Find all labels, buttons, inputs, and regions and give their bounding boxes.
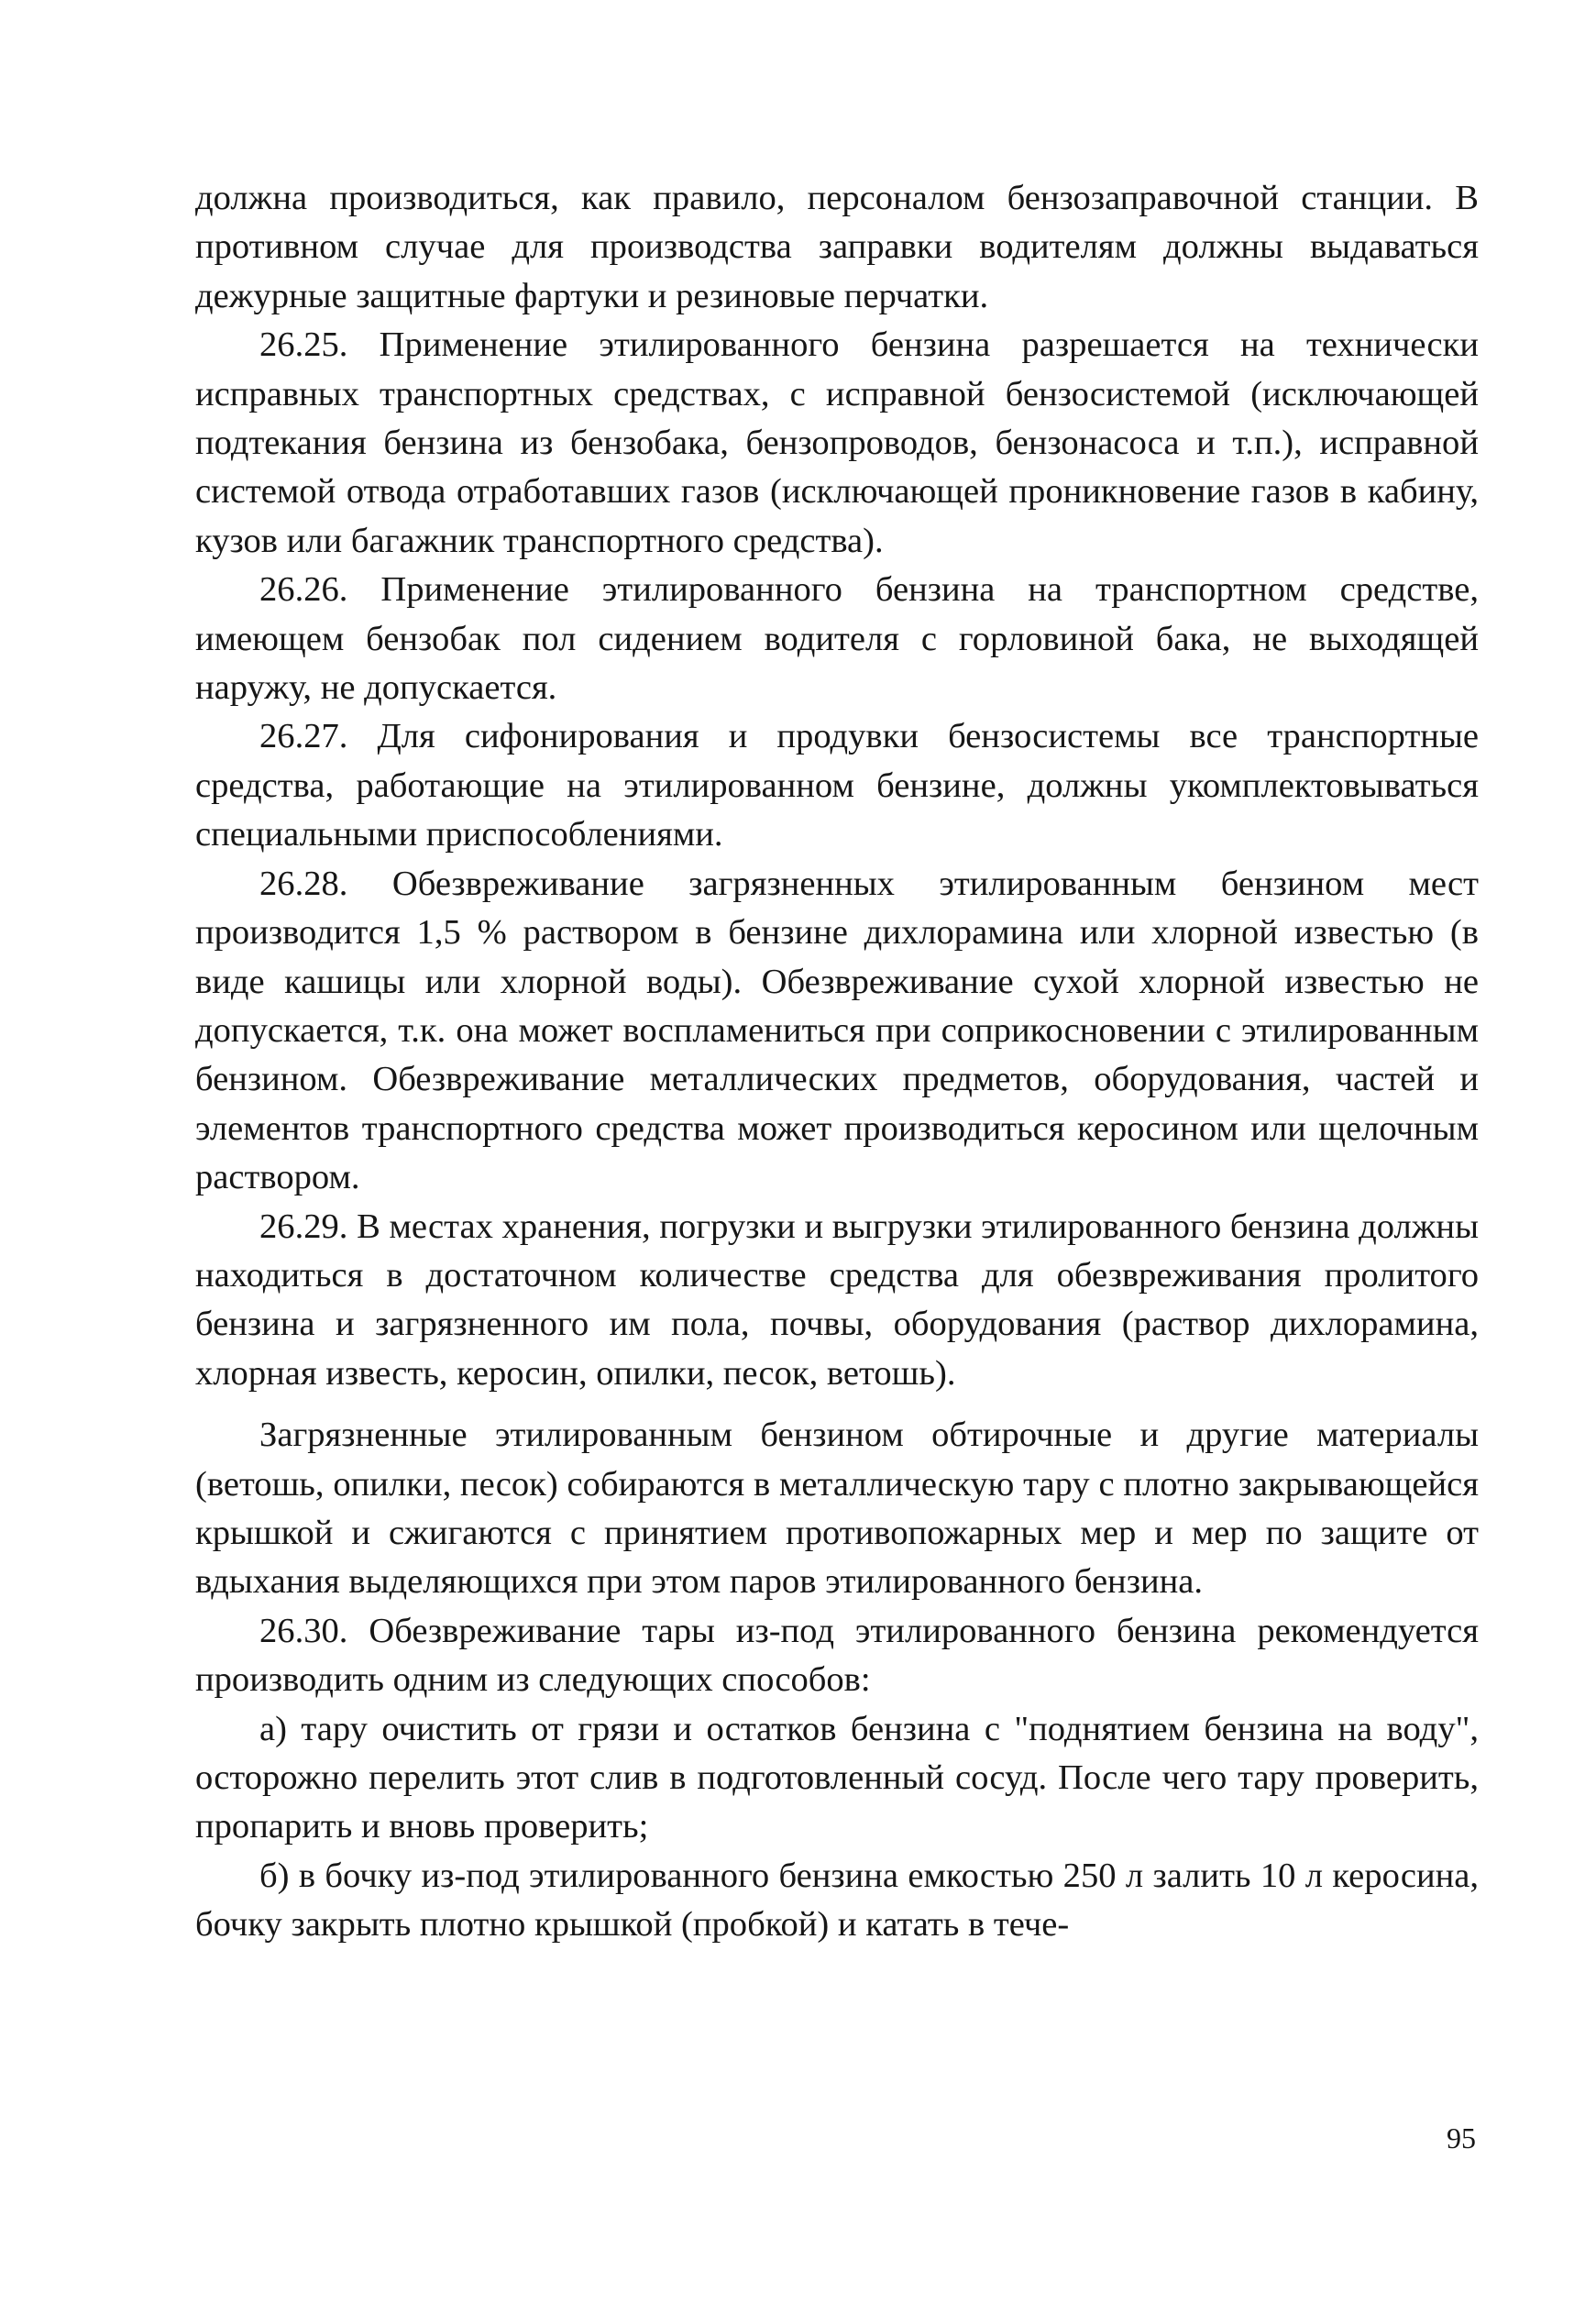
paragraph-26-26: 26.26. Применение этилированного бензина на транспортном средстве, имеющем бензобак пол сидением водителя с горловиной бака, не выходящей наружу, не допускается. [195, 570, 1479, 708]
page-number: 95 [1447, 2121, 1476, 2154]
paragraph-item-b: б) в бочку из-под этилированного бензина емкостью 250 л залить 10 л керосина, бочку закрыть плотно крышкой (пробкой) и катать в тече- [195, 1856, 1479, 1945]
paragraph-26-27: 26.27. Для сифонирования и продувки бензосистемы все транспортные средства, работающие на этилированном бензине, должны укомплектовываться специальными приспособлениями. [195, 717, 1479, 854]
paragraph-26-30: 26.30. Обезвреживание тары из-под этилированного бензина рекомендуется производить одним из следующих способов: [195, 1611, 1479, 1700]
paragraph-26-29: 26.29. В местах хранения, погрузки и выгрузки этилированного бензина должны находиться в достаточном количестве средства для обезвреживания пролитого бензина и загрязненного им пола, почвы, оборудования (раствор дихлорамина, хлорная известь, керосин, опилки, песок, ветошь). [195, 1207, 1479, 1393]
paragraph-item-a: а) тару очистить от грязи и остатков бензина с "поднятием бензина на воду", осторожно перелить этот слив в подготовленный сосуд. После чего тару проверить, пропарить и вновь проверить; [195, 1709, 1479, 1846]
body-text [195, 174, 1479, 1950]
paragraph-contaminated-materials: Загрязненные этилированным бензином обтирочные и другие материалы (ветошь, опилки, песок) собираются в металлическую тару с плотно закрывающейся крышкой и сжигаются с принятием противопожарных мер и мер по защите от вдыхания выделяющихся при этом паров этилированного бензина. [195, 1416, 1479, 1602]
paragraph-26-25: 26.25. Применение этилированного бензина разрешается на технически исправных транспортных средствах, с исправной бензосистемой (исключающей подтекания бензина из бензобака, бензопроводов, бензонасоса и т.п.), исправной системой отвода отработавших газов (исключающей проникновение газов в кабину, кузов или багажник транспортного средства). [195, 325, 1479, 560]
paragraph-continuation: должна производиться, как правило, персоналом бензозаправочной станции. В противном случае для производства заправки водителям должны выдаваться дежурные защитные фартуки и резиновые перчатки. [195, 179, 1479, 315]
paragraph-26-28: 26.28. Обезвреживание загрязненных этилированным бензином мест производится 1,5 % раствором в бензине дихлорамина или хлорной известью (в виде кашицы или хлорной воды). Обезвреживание сухой хлорной известью не допускается, т.к. она может воспламениться при соприкосновении с этилированным бензином. Обезвреживание металлических предметов, оборудования, частей и элементов транспортного средства может производиться керосином или щелочным раствором. [195, 864, 1479, 1197]
